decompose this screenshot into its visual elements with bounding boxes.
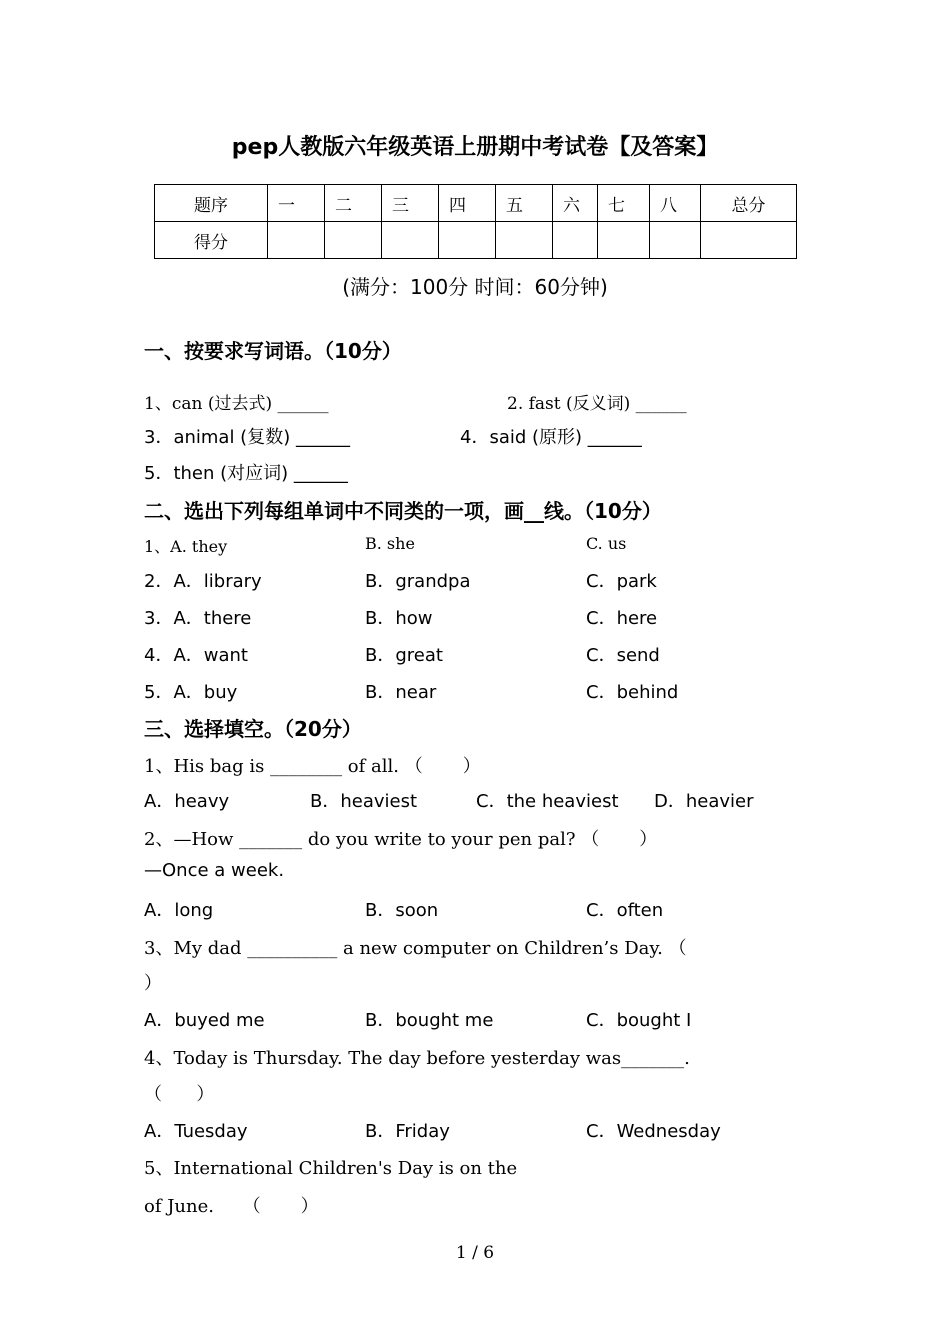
score-input-cell[interactable]	[382, 222, 439, 259]
score-header-cell: 总分	[701, 185, 797, 222]
question-answer-line: —Once a week.	[144, 860, 285, 881]
section2-option-c: C．behind	[586, 682, 679, 703]
question-stem: 4、Today is Thursday. The day before yesterday was_______.	[144, 1048, 690, 1069]
score-header-cell: 八	[650, 185, 701, 222]
question-option: B．bought me	[365, 1010, 494, 1031]
score-table-score-row	[155, 222, 797, 259]
score-header-cell: 二	[325, 185, 382, 222]
score-header-cell: 一	[268, 185, 325, 222]
section2-option-c: C．park	[586, 571, 657, 592]
section2-option-c: C．send	[586, 645, 660, 666]
section1-item: 5．then (对应词) ______	[144, 463, 348, 484]
section1-item: 1、can (过去式) ______	[144, 394, 329, 414]
section1-item: 4．said (原形) ______	[460, 427, 642, 448]
question-stem: 2、—How _______ do you write to your pen pal? （ ）	[144, 829, 658, 850]
score-table	[154, 184, 797, 259]
section2-option-b: B．grandpa	[365, 571, 471, 592]
score-header-cell: 四	[439, 185, 496, 222]
question-stem: 3、My dad __________ a new computer on Children’s Day. （	[144, 938, 687, 959]
section2-option-c: C．here	[586, 608, 658, 629]
question-option: A．long	[144, 900, 214, 921]
question-option: A．heavy	[144, 791, 230, 812]
section3-heading: 三、选择填空。（20分）	[144, 717, 362, 741]
question-option: A．Tuesday	[144, 1121, 248, 1142]
question-option: A．buyed me	[144, 1010, 265, 1031]
section2-option-b: B．great	[365, 645, 443, 666]
section2-option-a: 2．A．library	[144, 571, 262, 592]
question-option: D．heavier	[654, 791, 754, 812]
section1-item: 2. fast (反义词) ______	[507, 394, 687, 414]
question-option: C．often	[586, 900, 664, 921]
question-stem: 5、International Children's Day is on the	[144, 1158, 518, 1179]
score-header-cell: 三	[382, 185, 439, 222]
question-option: C．the heaviest	[476, 791, 619, 812]
question-stem-continued: ）	[144, 973, 162, 994]
score-input-cell[interactable]	[268, 222, 325, 259]
score-input-cell[interactable]	[701, 222, 797, 259]
section2-option-b: B．how	[365, 608, 433, 629]
section2-option-a: 4．A．want	[144, 645, 248, 666]
question-stem-continued: （ ）	[144, 1084, 215, 1105]
section2-option-b: B. she	[365, 534, 415, 553]
section1-item: 3．animal (复数) ______	[144, 427, 350, 448]
document-title: pep人教版六年级英语上册期中考试卷【及答案】	[231, 135, 719, 160]
score-header-cell: 六	[553, 185, 598, 222]
question-stem-continued: of June. （ ）	[144, 1196, 319, 1217]
question-option: B．heaviest	[310, 791, 418, 812]
score-header-cell: 五	[496, 185, 553, 222]
question-option: B．Friday	[365, 1121, 450, 1142]
score-input-cell[interactable]	[650, 222, 701, 259]
score-table-header-row	[155, 185, 797, 222]
score-row-label: 得分	[155, 222, 268, 259]
score-input-cell[interactable]	[439, 222, 496, 259]
score-input-cell[interactable]	[325, 222, 382, 259]
page-number: 1 / 6	[455, 1243, 495, 1263]
section2-option-c: C. us	[586, 534, 627, 553]
section1-heading: 一、按要求写词语。（10分）	[144, 339, 402, 363]
section2-option-a: 1、A. they	[144, 537, 228, 556]
question-option: C．bought I	[586, 1010, 692, 1031]
question-option: B．soon	[365, 900, 439, 921]
score-input-cell[interactable]	[496, 222, 553, 259]
score-header-cell: 题序	[155, 185, 268, 222]
question-stem: 1、His bag is ________ of all. （ ）	[144, 756, 481, 777]
score-input-cell[interactable]	[598, 222, 650, 259]
question-option: C．Wednesday	[586, 1121, 721, 1142]
section2-option-a: 3．A．there	[144, 608, 252, 629]
score-input-cell[interactable]	[553, 222, 598, 259]
full-mark-note: (满分：100分 时间：60分钟)	[342, 275, 608, 299]
section2-option-b: B．near	[365, 682, 437, 703]
section2-option-a: 5．A．buy	[144, 682, 238, 703]
section2-heading: 二、选出下列每组单词中不同类的一项，画__线。（10分）	[144, 499, 662, 523]
score-header-cell: 七	[598, 185, 650, 222]
